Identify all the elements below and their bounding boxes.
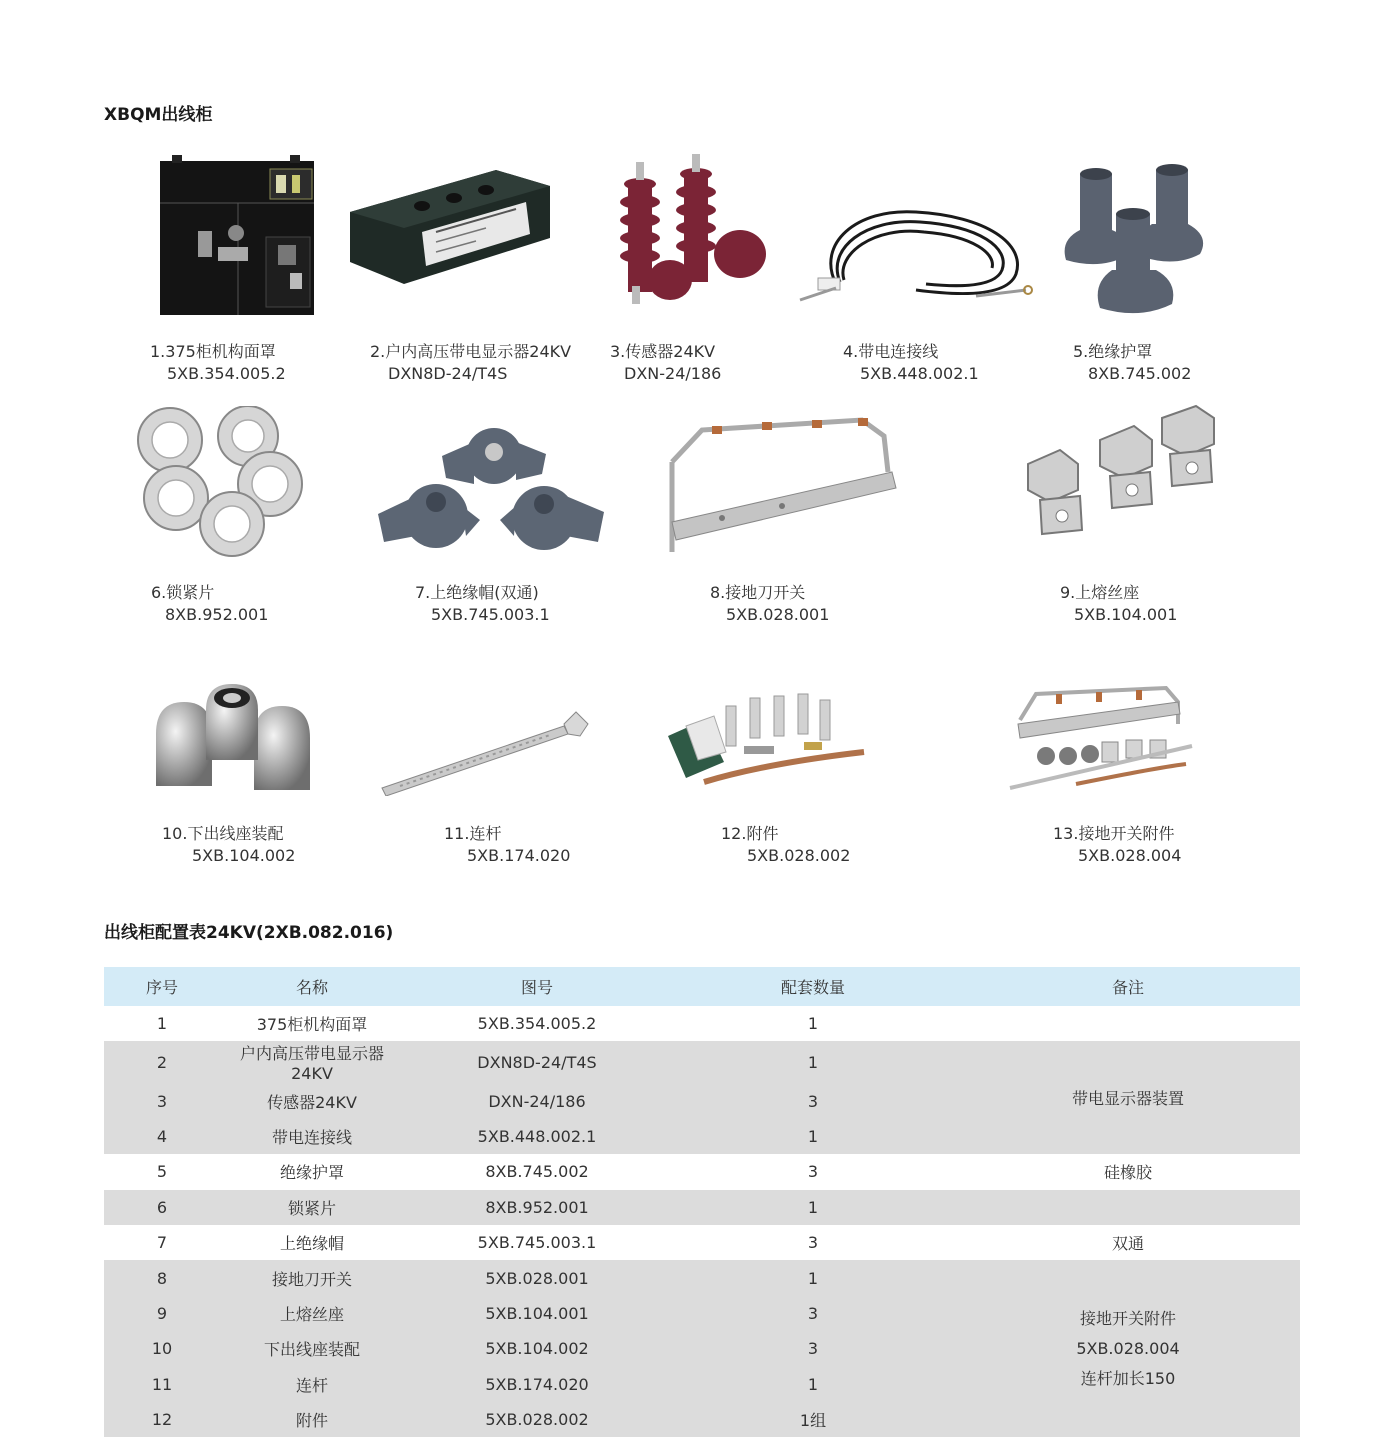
- cell-code: 5XB.104.001: [404, 1296, 670, 1331]
- connecting-rod-image: [380, 710, 592, 796]
- table-row: [104, 1225, 1300, 1260]
- header-code: 图号: [404, 967, 670, 1006]
- product-code: 5XB.028.001: [726, 605, 830, 624]
- product-name: 7.上绝缘帽(双通): [415, 583, 539, 602]
- cell-code: 5XB.354.005.2: [404, 1006, 670, 1041]
- cable-image: [796, 204, 1036, 312]
- config-table: [104, 967, 1300, 1437]
- note-rod: 连杆加长150: [1080, 1368, 1176, 1388]
- table-row: [104, 1006, 1300, 1041]
- note-display-device: 带电显示器装置: [956, 1041, 1300, 1154]
- note-earthing-line1: 接地开关附件: [1079, 1308, 1176, 1328]
- product-code: 5XB.028.004: [1078, 846, 1182, 865]
- cell-code: 5XB.745.003.1: [404, 1225, 670, 1260]
- product-name: 2.户内高压带电显示器24KV: [370, 342, 572, 361]
- table-row: [104, 1260, 1300, 1295]
- product-code: 8XB.745.002: [1088, 364, 1192, 383]
- cell-no: 4: [104, 1119, 220, 1154]
- cell-no: 1: [104, 1006, 220, 1041]
- cell-no: 11: [104, 1367, 220, 1402]
- product-name: 10.下出线座装配: [162, 824, 284, 843]
- cell-no: 10: [104, 1331, 220, 1366]
- product-code: 5XB.104.002: [192, 846, 296, 865]
- table-row: [104, 1190, 1300, 1225]
- note-double: 双通: [956, 1225, 1300, 1260]
- locking-plate-image: [130, 406, 310, 558]
- product-name: 5.绝缘护罩: [1073, 342, 1153, 361]
- cell-qty: 1组: [670, 1402, 956, 1437]
- header-qty: 配套数量: [670, 967, 956, 1006]
- cell-code: 5XB.174.020: [404, 1367, 670, 1402]
- product-name: 12.附件: [721, 824, 779, 843]
- note-earthing-group: [956, 1260, 1300, 1437]
- table-row: [104, 1154, 1300, 1189]
- cell-no: 9: [104, 1296, 220, 1331]
- lower-outlet-seat-image: [152, 682, 316, 798]
- accessories-image: [664, 686, 868, 792]
- cell-code: 8XB.745.002: [404, 1154, 670, 1189]
- product-code: DXN8D-24/T4S: [388, 364, 508, 383]
- product-name: 3.传感器24KV: [610, 342, 716, 361]
- sensor-insulator-image: [610, 154, 770, 310]
- header-name: 名称: [220, 967, 404, 1006]
- cell-name: 带电连接线: [220, 1119, 404, 1154]
- header-no: 序号: [104, 967, 220, 1006]
- cell-name: 绝缘护罩: [220, 1154, 404, 1189]
- voltage-indicator-image: [346, 162, 554, 288]
- fuse-holder-image: [1020, 404, 1230, 542]
- insulation-cover-image: [1060, 160, 1220, 318]
- cell-qty: 1: [670, 1041, 956, 1083]
- cell-code: DXN-24/186: [404, 1083, 670, 1118]
- product-code: 5XB.028.002: [747, 846, 851, 865]
- cell-no: 12: [104, 1402, 220, 1437]
- product-code: DXN-24/186: [624, 364, 722, 383]
- cell-name: 传感器24KV: [220, 1083, 404, 1118]
- cell-qty: 3: [670, 1331, 956, 1366]
- cell-note: [956, 1006, 1300, 1041]
- mechanism-cover-image: [158, 155, 318, 317]
- product-name: 4.带电连接线: [843, 342, 939, 361]
- cell-no: 6: [104, 1190, 220, 1225]
- cell-qty: 1: [670, 1190, 956, 1225]
- product-name: 1.375柜机构面罩: [150, 342, 276, 361]
- cell-code: 5XB.028.001: [404, 1260, 670, 1295]
- product-name: 6.锁紧片: [151, 583, 215, 602]
- product-name: 9.上熔丝座: [1060, 583, 1140, 602]
- cell-name: 上绝缘帽: [220, 1225, 404, 1260]
- cell-note: [956, 1190, 1300, 1225]
- cell-name: 连杆: [220, 1367, 404, 1402]
- cell-name: 上熔丝座: [220, 1296, 404, 1331]
- product-name: 13.接地开关附件: [1053, 824, 1175, 843]
- product-code: 5XB.104.001: [1074, 605, 1178, 624]
- cell-code: 5XB.028.002: [404, 1402, 670, 1437]
- cell-code: 5XB.448.002.1: [404, 1119, 670, 1154]
- product-code: 5XB.174.020: [467, 846, 571, 865]
- cell-qty: 1: [670, 1367, 956, 1402]
- cell-name: 下出线座装配: [220, 1331, 404, 1366]
- cell-no: 8: [104, 1260, 220, 1295]
- cell-no: 3: [104, 1083, 220, 1118]
- product-code: 5XB.745.003.1: [431, 605, 550, 624]
- cell-name: 附件: [220, 1402, 404, 1437]
- note-earthing-line2: 5XB.028.004: [1076, 1338, 1180, 1358]
- product-code: 5XB.354.005.2: [167, 364, 286, 383]
- cell-code: 8XB.952.001: [404, 1190, 670, 1225]
- earthing-switch-image: [662, 412, 902, 564]
- cell-qty: 1: [670, 1260, 956, 1295]
- cell-qty: 3: [670, 1083, 956, 1118]
- cell-name: 接地刀开关: [220, 1260, 404, 1295]
- cell-qty: 3: [670, 1296, 956, 1331]
- product-name: 8.接地刀开关: [710, 583, 806, 602]
- cell-no: 2: [104, 1041, 220, 1083]
- cell-no: 7: [104, 1225, 220, 1260]
- cell-qty: 1: [670, 1006, 956, 1041]
- cell-name: 户内高压带电显示器24KV: [220, 1041, 404, 1083]
- cell-name: 375柜机构面罩: [220, 1006, 404, 1041]
- earthing-switch-accessories-image: [1006, 684, 1196, 796]
- table-row: [104, 1041, 1300, 1083]
- table-header-row: [104, 967, 1300, 1006]
- product-name: 11.连杆: [444, 824, 502, 843]
- cell-qty: 1: [670, 1119, 956, 1154]
- section-title-config-table: 出线柜配置表24KV(2XB.082.016): [104, 923, 394, 943]
- header-notes: 备注: [956, 967, 1300, 1006]
- cell-name: 锁紧片: [220, 1190, 404, 1225]
- product-code: 8XB.952.001: [165, 605, 269, 624]
- upper-insulating-cap-image: [376, 424, 608, 558]
- cell-code: DXN8D-24/T4S: [404, 1041, 670, 1083]
- section-title-products: XBQM出线柜: [104, 105, 213, 125]
- product-code: 5XB.448.002.1: [860, 364, 979, 383]
- cell-no: 5: [104, 1154, 220, 1189]
- cell-code: 5XB.104.002: [404, 1331, 670, 1366]
- note-silicone: 硅橡胶: [956, 1154, 1300, 1189]
- cell-qty: 3: [670, 1154, 956, 1189]
- cell-qty: 3: [670, 1225, 956, 1260]
